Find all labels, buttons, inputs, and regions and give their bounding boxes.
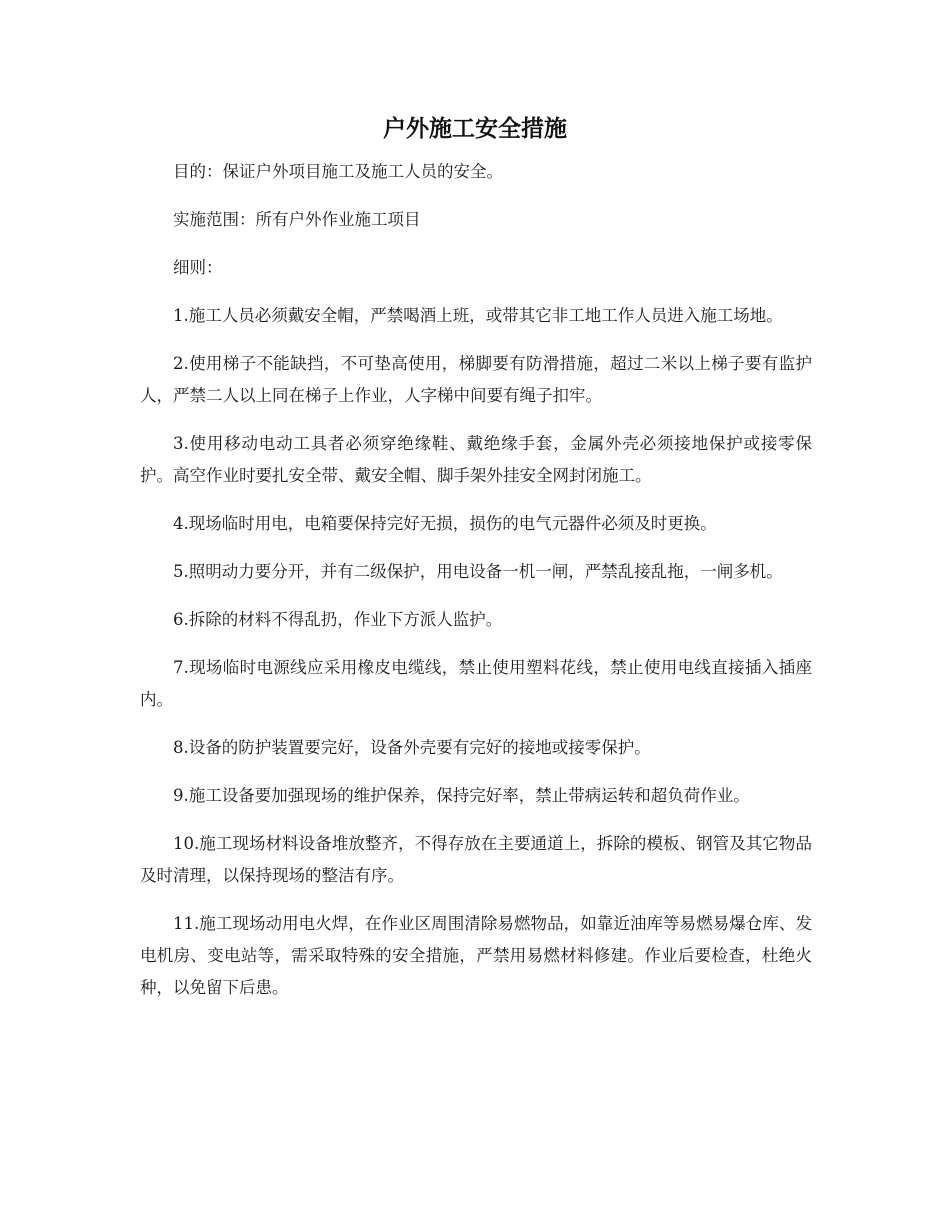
rule-item-8: 8.设备的防护装置要完好，设备外壳要有完好的接地或接零保护。 [173, 738, 651, 757]
rule-item-10: 10.施工现场材料设备堆放整齐，不得存放在主要通道上，拆除的模板、钢管及其它物品及时清理，以保持现场的整洁有序。 [140, 834, 812, 885]
rule-item-7: 7.现场临时电源线应采用橡皮电缆线，禁止使用塑料花线，禁止使用电线直接插入插座内。 [140, 658, 812, 709]
document-title: 户外施工安全措施 [383, 115, 567, 142]
rule-item-2: 2.使用梯子不能缺挡，不可垫高使用，梯脚要有防滑措施，超过二米以上梯子要有监护人，严禁二人以上同在梯子上作业，人字梯中间要有绳子扣牢。 [140, 354, 812, 405]
rule-item-6: 6.拆除的材料不得乱扔，作业下方派人监护。 [173, 610, 503, 629]
rule-item-9: 9.施工设备要加强现场的维护保养，保持完好率，禁止带病运转和超负荷作业。 [173, 786, 750, 805]
scope-paragraph: 实施范围：所有户外作业施工项目 [173, 210, 421, 229]
rule-item-1: 1.施工人员必须戴安全帽，严禁喝酒上班，或带其它非工地工作人员进入施工场地。 [173, 306, 783, 325]
rules-heading: 细则： [173, 258, 223, 277]
purpose-paragraph: 目的：保证户外项目施工及施工人员的安全。 [173, 162, 503, 181]
rule-item-5: 5.照明动力要分开，并有二级保护，用电设备一机一闸，严禁乱接乱拖，一闸多机。 [173, 562, 783, 581]
rule-item-3: 3.使用移动电动工具者必须穿绝缘鞋、戴绝缘手套，金属外壳必须接地保护或接零保护。高空作业时要扎安全带、戴安全帽、脚手架外挂安全网封闭施工。 [140, 434, 812, 485]
rule-item-11: 11.施工现场动用电火焊，在作业区周围清除易燃物品，如靠近油库等易燃易爆仓库、发电机房、变电站等，需采取特殊的安全措施，严禁用易燃材料修建。作业后要检查，杜绝火种，以免留下后患。 [140, 914, 812, 997]
rule-item-4: 4.现场临时用电，电箱要保持完好无损，损伤的电气元器件必须及时更换。 [173, 514, 717, 533]
document-body [140, 156, 812, 1020]
